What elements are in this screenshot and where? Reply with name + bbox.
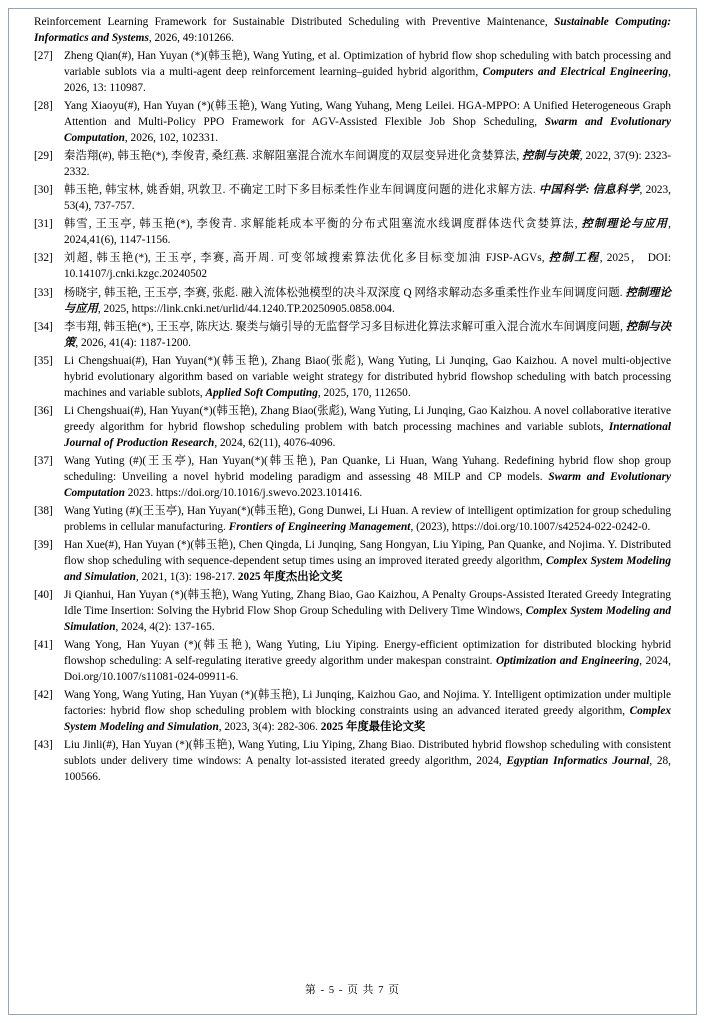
reference-text: [64, 453, 671, 501]
text-run: Swarm and Evolutionary Computation: [64, 470, 672, 499]
text-run: 韩玉艳, 韩宝林, 姚香娟, 巩敦卫. 不确定工时下多目标柔性作业车间调度问题的进化求解方法.: [64, 184, 539, 197]
reference-entry: [34, 148, 671, 180]
text-run: Wang Yuting (#)(王玉亭), Han Yuyan(*)(韩玉艳), Pan Quanke, Li Huan, Wang Yuhang. Redefining hybrid flow shop group scheduling: Unveiling a novel hybrid modeling paradigm and assessing 48 MILP and CP models.: [64, 454, 671, 483]
text-run: Sustainable Computing: Informatics and Systems: [34, 16, 671, 45]
text-run: Ji Qianhui, Han Yuyan (*)(韩玉艳), Wang Yuting, Zhang Biao, Gao Kaizhou, A Penalty Groups-Assisted Iterated Greedy Integrating Idle Time Insertion: Solving the Hybrid Flow Shop Group Scheduling with Delivery Time Windows,: [64, 589, 671, 618]
text-run: Swarm and Evolutionary Computation: [64, 116, 672, 145]
text-run: , 2021, 1(3): 198-217.: [135, 571, 238, 584]
reference-number: [30]: [34, 184, 53, 197]
reference-text: [64, 403, 671, 451]
text-run: Wang Yuting (#)(王玉亭), Han Yuyan(*)(韩玉艳), Gong Dunwei, Li Huan. A review of intelligent optimization for group scheduling problems in cellular manufacturing.: [64, 504, 671, 533]
reference-entry: [34, 216, 671, 248]
reference-number: [31]: [34, 218, 53, 231]
text-run: 中国科学: 信息科学: [538, 184, 640, 197]
text-run: , 2025， DOI: 10.14107/j.cnki.kzgc.20240502: [64, 252, 671, 281]
reference-text: [64, 637, 671, 685]
reference-number: [37]: [34, 454, 53, 467]
text-run: Complex System Modeling and Simulation: [64, 605, 672, 634]
reference-number: [36]: [34, 404, 53, 417]
text-run: 控制与决策: [64, 320, 671, 349]
reference-text: [64, 503, 671, 535]
text-run: Applied Soft Computing: [205, 386, 318, 399]
text-run: Li Chengshuai(#), Han Yuyan(*)(韩玉艳), Zhang Biao(张彪), Wang Yuting, Li Junqing, Gao Kaizhou. A novel collaborative iterative greedy algorithm for hybrid flowshop scheduling problem with batch processing machines and variable sublots,: [64, 404, 671, 433]
reference-text: [64, 250, 671, 282]
reference-entry: [34, 250, 671, 282]
text-run: Han Xue(#), Han Yuyan (*)(韩玉艳), Chen Qingda, Li Junqing, Sang Hongyan, Liu Yiping, Pan Quanke, and Nojima. Y. Distributed flow shop scheduling with sequence-dependent setup times using an improved iterated greedy algorithm,: [64, 538, 671, 567]
reference-number: [41]: [34, 639, 53, 652]
text-run: , 2026, 102, 102331.: [124, 132, 219, 145]
text-run: , 2025, 170, 112650.: [317, 386, 411, 399]
reference-text: [64, 182, 671, 214]
reference-text: [64, 687, 671, 735]
text-run: 秦浩翔(#), 韩玉艳(*), 李俊青, 桑红燕. 求解阻塞混合流水车间调度的双层变异进化贪婪算法,: [64, 150, 523, 163]
text-run: , 2026, 41(4): 1187-1200.: [75, 336, 191, 349]
text-run: , 2024,41(6), 1147-1156.: [64, 218, 671, 247]
text-run: , 2023, 53(4), 737-757.: [64, 184, 672, 213]
reference-number: [33]: [34, 286, 53, 299]
reference-number: [28]: [34, 100, 53, 113]
reference-text: [64, 353, 671, 401]
reference-number: [42]: [34, 689, 53, 702]
text-run: 控制工程: [548, 252, 600, 265]
text-run: Reinforcement Learning Framework for Sustainable Distributed Scheduling with Preventive Maintenance,: [34, 16, 555, 28]
text-run: Egyptian Informatics Journal: [506, 755, 650, 768]
reference-number: [29]: [34, 150, 53, 163]
continued-entry: [34, 14, 671, 46]
text-run: 2025 年度杰出论文奖: [237, 571, 343, 584]
reference-number: [32]: [34, 252, 53, 265]
text-run: , 2023, 3(4): 282-306.: [218, 721, 321, 734]
reference-entry: [34, 353, 671, 401]
reference-number: [40]: [34, 589, 53, 602]
reference-entry: [34, 285, 671, 317]
text-run: , 28, 100566.: [64, 755, 672, 784]
reference-number: [43]: [34, 739, 53, 752]
entry-container: [34, 48, 671, 785]
reference-text: [64, 98, 671, 146]
reference-entry: [34, 182, 671, 214]
text-run: International Journal of Production Research: [64, 420, 671, 449]
reference-number: [35]: [34, 354, 53, 367]
text-run: 控制理论与应用: [581, 218, 669, 231]
reference-entry: [34, 587, 671, 635]
text-run: 刘超, 韩玉艳(*), 王玉亭, 李赛, 高开周. 可变邻域搜索算法优化多目标变加油 FJSP-AGVs,: [64, 252, 549, 265]
text-run: Wang Yong, Wang Yuting, Han Yuyan (*)(韩玉艳), Li Junqing, Kaizhou Gao, and Nojima. Y. Intelligent optimization under multiple factories: hybrid flow shop scheduling problem with blocking constraints using an advanced iterated greedy algorithm,: [64, 689, 671, 718]
text-run: 2023. https://doi.org/10.1016/j.swevo.2023.101416.: [124, 486, 363, 499]
reference-entry: [34, 503, 671, 535]
reference-entry: [34, 453, 671, 501]
reference-number: [27]: [34, 50, 53, 63]
reference-entry: [34, 737, 671, 785]
reference-entry: [34, 403, 671, 451]
reference-text: [64, 285, 671, 317]
text-run: 杨晓宇, 韩玉艳, 王玉亭, 李赛, 张彪. 融入流体松弛模型的决斗双深度 Q 网络求解动态多重柔性作业车间调度问题.: [64, 286, 626, 299]
reference-entry: [34, 537, 671, 585]
page-footer: 第 - 5 - 页 共 7 页: [304, 984, 401, 996]
reference-entry: [34, 687, 671, 735]
reference-entry: [34, 98, 671, 146]
text-run: 控制理论与应用: [64, 286, 671, 315]
text-run: , 2022, 37(9): 2323-2332.: [64, 150, 671, 179]
text-run: Li Chengshuai(#), Han Yuyan(*)(韩玉艳), Zhang Biao(张彪), Wang Yuting, Li Junqing, Gao Kaizhou. A novel multi-objective hybrid evolutionary algorithm based on variable weight strategy for distributed hybrid flowshop scheduling with batch processing machines and variable sublots,: [64, 354, 671, 399]
reference-entry: [34, 319, 671, 351]
text-run: , 2026, 49:101266.: [148, 32, 234, 45]
reference-entry: [34, 48, 671, 96]
text-run: Complex System Modeling and Simulation: [64, 555, 671, 584]
reference-number: [39]: [34, 538, 53, 551]
text-run: Complex System Modeling and Simulation: [64, 705, 671, 734]
text-run: Yang Xiaoyu(#), Han Yuyan (*)(韩玉艳), Wang Yuting, Wang Yuhang, Meng Leilei. HGA-MPPO: A Unified Heterogeneous Graph Attention and Multi-Policy PPO Framework for AGV-Assisted Flexible Job Shop Scheduling,: [64, 100, 671, 129]
reference-entry: [34, 637, 671, 685]
text-run: , 2026, 13: 110987.: [64, 66, 671, 95]
text-run: 李韦翔, 韩玉艳(*), 王玉亭, 陈庆达. 聚类与熵引导的无监督学习多目标进化算法求解可重入混合流水车间调度问题,: [64, 320, 626, 333]
reference-text: [64, 216, 671, 248]
text-run: 2025 年度最佳论文奖: [320, 721, 426, 734]
reference-list: [34, 14, 671, 785]
reference-text: [64, 587, 671, 635]
text-run: 韩雪, 王玉亭, 韩玉艳(*), 李俊青. 求解能耗成本平衡的分布式阻塞流水线调度群体迭代贪婪算法,: [64, 218, 582, 231]
text-run: Optimization and Engineering: [495, 655, 640, 668]
reference-text: [64, 737, 671, 785]
text-run: Liu Jinli(#), Han Yuyan (*)(韩玉艳), Wang Yuting, Liu Yiping, Zhang Biao. Distributed hybrid flowshop scheduling with consistent sublots under delivery time windows: A penalty lot-assisted iterated greedy algorithm, 2024,: [64, 739, 671, 768]
text-run: Zheng Qian(#), Han Yuyan (*)(韩玉艳), Wang Yuting, et al. Optimization of hybrid flow shop scheduling with batch processing and variable sublots via a multi-agent deep reinforcement learning–guided hybrid algorithm,: [64, 50, 671, 79]
text-run: Wang Yong, Han Yuyan (*)(韩玉艳), Wang Yuting, Liu Yiping. Energy-efficient optimization for distributed blocking hybrid flowshop scheduling: A self-regulating iterative greedy algorithm under makespan constraint.: [64, 639, 671, 668]
text-run: , (2023), https://doi.org/10.1007/s42524-022-0242-0.: [410, 520, 651, 533]
reference-text: [64, 319, 671, 351]
text-run: , 2024, 62(11), 4076-4096.: [214, 436, 336, 449]
reference-text: [64, 148, 671, 180]
text-run: Frontiers of Engineering Management: [228, 520, 411, 533]
reference-number: [34]: [34, 320, 53, 333]
text-run: , 2025, https://link.cnki.net/urlid/44.1240.TP.20250905.0858.004.: [97, 302, 395, 315]
text-run: , 2024, Doi.org/10.1007/s11081-024-09911-6.: [64, 655, 672, 684]
reference-text: [64, 537, 671, 585]
text-run: Computers and Electrical Engineering: [482, 66, 669, 79]
reference-text: [64, 48, 671, 96]
reference-number: [38]: [34, 504, 53, 517]
text-run: 控制与决策: [522, 150, 580, 163]
text-run: , 2024, 4(2): 137-165.: [115, 621, 215, 634]
